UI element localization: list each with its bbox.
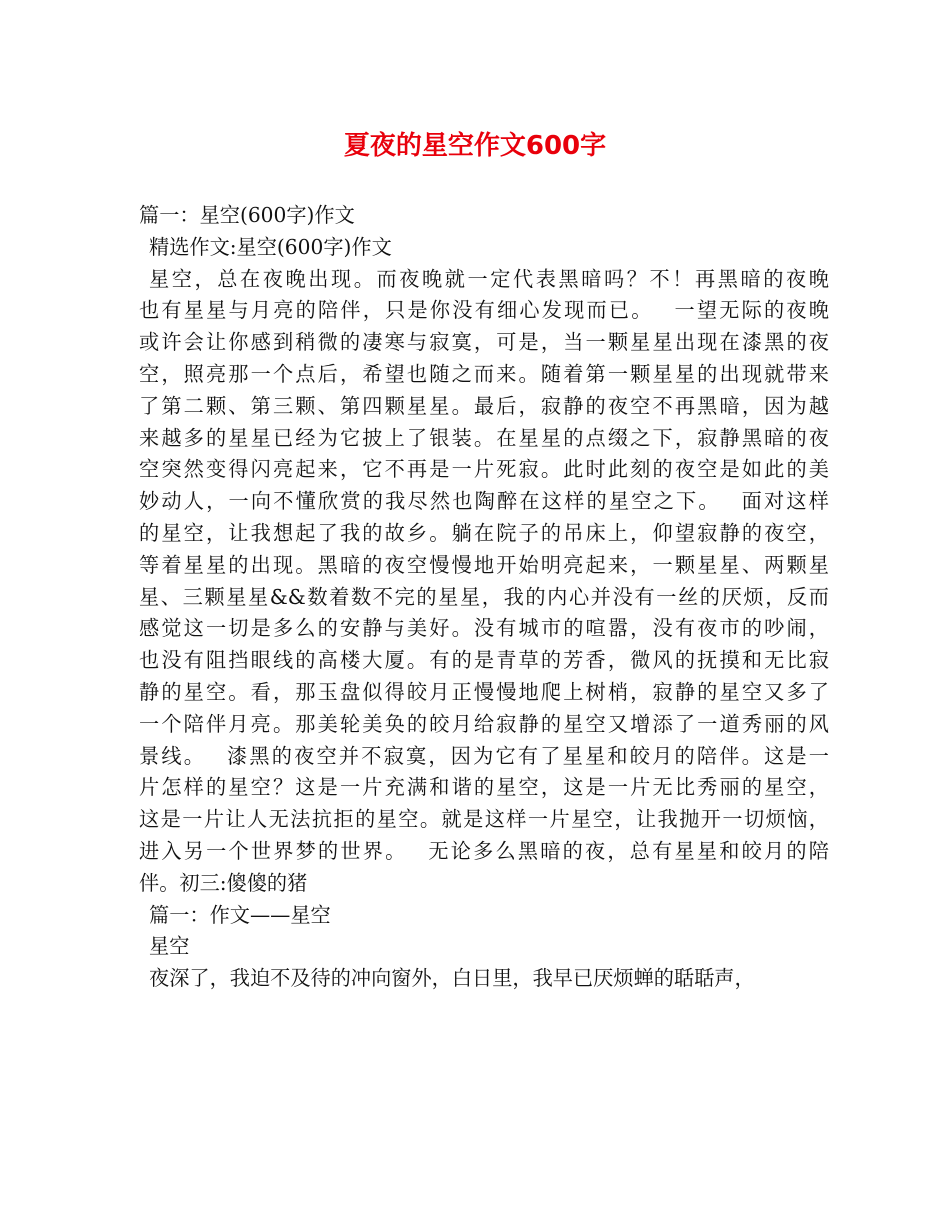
paragraph-line: 空，照亮那一个点后，希望也随之而来。随着第一颗星星的出现就带来 xyxy=(139,361,829,386)
paragraph-line: 进入另一个世界梦的世界。 无论多么黑暗的夜，总有星星和皎月的陪 xyxy=(139,838,829,863)
section-heading: 篇一：作文——星空 xyxy=(149,902,331,927)
paragraph-line: 来越多的星星已经为它披上了银装。在星星的点缀之下，寂静黑暗的夜 xyxy=(139,425,829,450)
subtitle-line: 星空 xyxy=(149,934,190,959)
subtitle-line: 精选作文:星空(600字)作文 xyxy=(149,234,392,259)
paragraph-line: 静的星空。看，那玉盘似得皎月正慢慢地爬上树梢，寂静的星空又多了 xyxy=(139,679,829,704)
paragraph-line: 的星空，让我想起了我的故乡。躺在院子的吊床上，仰望寂静的夜空， xyxy=(139,520,829,545)
document-body xyxy=(139,200,829,995)
paragraph-line: 了第二颗、第三颗、第四颗星星。最后，寂静的夜空不再黑暗，因为越 xyxy=(139,393,829,418)
paragraph-line: 星、三颗星星&&数着数不完的星星，我的内心并没有一丝的厌烦，反而 xyxy=(139,584,829,609)
paragraph-line: 也没有阻挡眼线的高楼大厦。有的是青草的芳香，微风的抚摸和无比寂 xyxy=(139,648,829,673)
paragraph-line: 一个陪伴月亮。那美轮美奂的皎月给寂静的星空又增添了一道秀丽的风 xyxy=(139,711,829,736)
paragraph-line: 妙动人，一向不懂欣赏的我尽然也陶醉在这样的星空之下。 面对这样 xyxy=(139,489,829,514)
paragraph-line: 夜深了，我迫不及待的冲向窗外，白日里，我早已厌烦蝉的聒聒声， xyxy=(149,966,755,991)
paragraph-line: 等着星星的出现。黑暗的夜空慢慢地开始明亮起来，一颗星星、两颗星 xyxy=(139,552,829,577)
paragraph-line: 景线。 漆黑的夜空并不寂寞，因为它有了星星和皎月的陪伴。这是一 xyxy=(139,743,829,768)
paragraph-line: 也有星星与月亮的陪伴，只是你没有细心发现而已。 一望无际的夜晚 xyxy=(139,298,829,323)
paragraph-line: 感觉这一切是多么的安静与美好。没有城市的喧嚣，没有夜市的吵闹， xyxy=(139,616,829,641)
paragraph-line: 片怎样的星空？这是一片充满和谐的星空，这是一片无比秀丽的星空， xyxy=(139,775,829,800)
section-heading: 篇一：星空(600字)作文 xyxy=(139,203,355,227)
paragraph-line: 星空，总在夜晚出现。而夜晚就一定代表黑暗吗？不！再黑暗的夜晚 xyxy=(149,266,829,291)
document-title: 夏夜的星空作文600字 xyxy=(343,131,607,161)
paragraph-line: 这是一片让人无法抗拒的星空。就是这样一片星空，让我抛开一切烦恼， xyxy=(139,807,829,832)
paragraph-line: 伴。初三:傻傻的猪 xyxy=(139,870,308,895)
paragraph-line: 空突然变得闪亮起来，它不再是一片死寂。此时此刻的夜空是如此的美 xyxy=(139,457,829,482)
paragraph-line: 或许会让你感到稍微的凄寒与寂寞，可是，当一颗星星出现在漆黑的夜 xyxy=(139,330,829,355)
